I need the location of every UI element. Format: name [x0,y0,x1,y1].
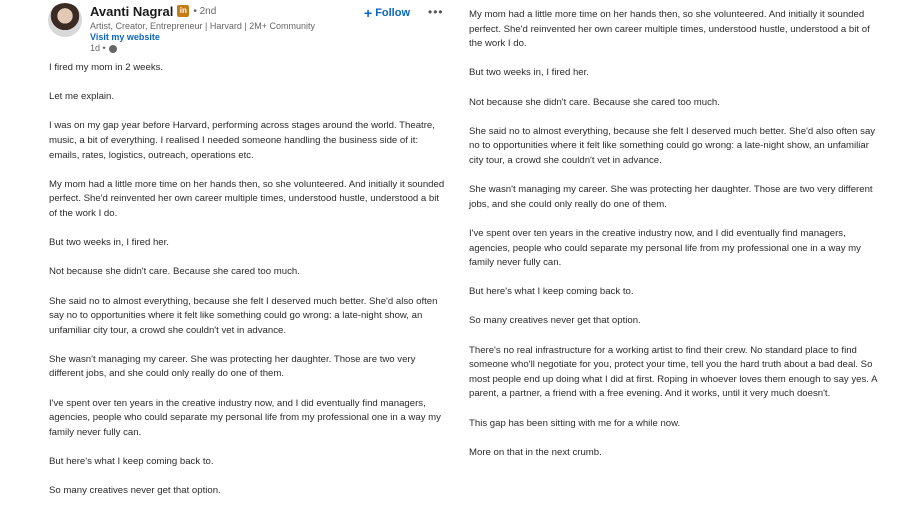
author-avatar[interactable] [48,3,82,37]
follow-button[interactable] [364,4,411,21]
author-info [90,3,390,54]
post-paragraph: She said no to almost everything, because she felt I deserved much better. She'd also often say no to opportunities where it felt like something could go wrong: a late-night show, an unfamiliar city tour, a crowd she couldn't vet in advance. [49,295,438,336]
plus-icon: + [364,4,373,21]
post-paragraph: Not because she didn't care. Because she cared too much. [49,266,300,278]
author-name[interactable]: Avanti Nagral [90,3,174,19]
post-paragraph: She wasn't managing my career. She was protecting her daughter. Those are two very different jobs, and she could only really do one of them. [49,353,416,380]
post-paragraph: Let me explain. [49,91,115,103]
post-paragraph: I've spent over ten years in the creative industry now, and I did eventually find managers, agencies, people who could separate my personal life from my professional one in a way my family never fully can. [469,227,861,269]
left-post-body [49,61,445,499]
post-time-row [90,43,390,54]
post-paragraph: She said no to almost everything, because she felt I deserved much better. She'd also often say no to opportunities where it felt like something could go wrong: a late-night show, an unfamiliar city tour, a crowd she couldn't vet in advance. [469,125,876,166]
post-paragraph: I was on my gap year before Harvard, performing across stages around the world. Theatre, music, a bit of everything. I realised I needed someone handling the business side of it: emails, rates, logistics, outreach, operations etc. [49,120,435,161]
author-name-row [90,3,390,19]
post-paragraph: I've spent over ten years in the creative industry now, and I did eventually find managers, agencies, people who could separate my personal life from my professional one in a way my family never fully can. [49,397,441,438]
post-paragraph: I fired my mom in 2 weeks. [49,62,164,73]
author-headline: Artist, Creator, Entrepreneur | Harvard | 2M+ Community [90,21,316,31]
post-paragraph: She wasn't managing my career. She was protecting her daughter. Those are two very different jobs, and she could only really do one of them. [469,184,873,210]
post-paragraph: My mom had a little more time on her hands then, so she volunteered. And initially it sounded perfect. She'd reinvented her own career multiple times, understood hustle, understood a bit of the work I do. [49,178,445,219]
right-post-panel [452,0,905,509]
right-post-body [469,8,879,460]
post-paragraph: So many creatives never get that option. [469,315,641,327]
post-header [48,3,448,53]
follow-label: Follow [375,7,411,19]
post-paragraph: But here's what I keep coming back to. [49,456,214,468]
post-paragraph: There's no real infrastructure for a working artist to find their crew. No standard place to find someone who'll negotiate for you, protect your time, tell you the hard truth about a bad deal. So most people end up doing what I did at first. Roping in whoever loves them enough to say yes. A parent, a partner, a friend with a free evening. And it works, until it very much doesn't. [469,344,877,400]
post-paragraph: My mom had a little more time on her hands then, so she volunteered. And initially it sounded perfect. She'd reinvented her own career multiple times, understood hustle, understood a bit of the work I do. [469,9,870,50]
post-paragraph: But two weeks in, I fired her. [49,237,169,249]
more-options-icon[interactable]: ••• [428,5,444,19]
post-paragraph: Not because she didn't care. Because she cared too much. [469,96,720,108]
globe-icon [109,45,117,53]
linkedin-premium-icon: in [177,5,189,17]
visit-website-link[interactable]: Visit my website [90,32,160,42]
connection-degree: • 2nd [193,5,217,17]
post-paragraph: This gap has been sitting with me for a while now. [469,417,681,429]
post-paragraph: But here's what I keep coming back to. [469,286,634,298]
post-paragraph: So many creatives never get that option. [49,485,221,497]
post-paragraph: More on that in the next crumb. [469,446,602,458]
post-time: 1d • [90,43,106,53]
post-paragraph: But two weeks in, I fired her. [469,67,589,79]
left-post-panel [0,0,452,509]
